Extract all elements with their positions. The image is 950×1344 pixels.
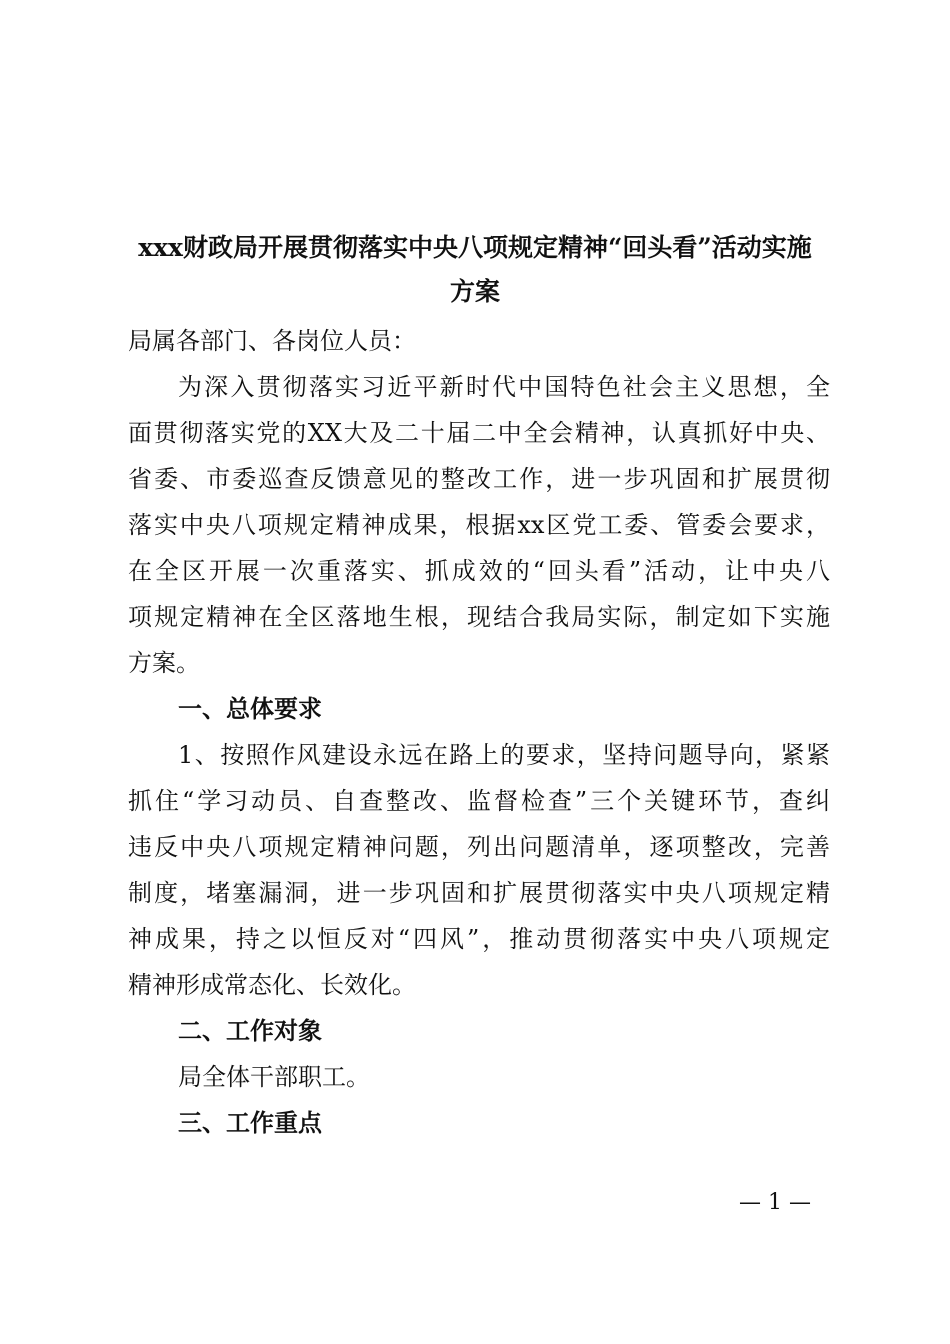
section-1-line-4: 制度，堵塞漏洞，进一步巩固和扩展贯彻落实中央八项规定精 <box>128 879 830 907</box>
section-1-heading: 一、总体要求 <box>178 695 322 723</box>
section-2-text: 局全体干部职工。 <box>178 1063 370 1091</box>
intro-line-7: 方案。 <box>128 649 200 677</box>
section-1-line-3: 违反中央八项规定精神问题，列出问题清单，逐项整改，完善 <box>128 833 830 861</box>
section-1-line-1: 1、按照作风建设永远在路上的要求，坚持问题导向，紧紧 <box>178 741 830 769</box>
intro-line-4: 落实中央八项规定精神成果，根据xx区党工委、管委会要求， <box>128 511 830 539</box>
intro-line-2: 面贯彻落实党的XX大及二十届二中全会精神，认真抓好中央、 <box>128 419 830 447</box>
section-1-line-6: 精神形成常态化、长效化。 <box>128 971 416 999</box>
document-title-line-1: xxx财政局开展贯彻落实中央八项规定精神“回头看”活动实施 <box>138 233 812 262</box>
salutation: 局属各部门、各岗位人员： <box>128 327 416 355</box>
intro-line-5: 在全区开展一次重落实、抓成效的“回头看”活动，让中央八 <box>128 557 830 585</box>
section-1-line-5: 神成果，持之以恒反对“四风”，推动贯彻落实中央八项规定 <box>128 925 830 953</box>
intro-line-3: 省委、市委巡查反馈意见的整改工作，进一步巩固和扩展贯彻 <box>128 465 830 493</box>
page-number: — 1 — <box>739 1190 811 1215</box>
section-2-heading: 二、工作对象 <box>178 1017 322 1045</box>
document-title-line-2: 方案 <box>449 277 500 306</box>
section-3-heading: 三、工作重点 <box>178 1109 322 1137</box>
intro-line-1: 为深入贯彻落实习近平新时代中国特色社会主义思想，全 <box>178 373 830 401</box>
intro-line-6: 项规定精神在全区落地生根，现结合我局实际，制定如下实施 <box>128 603 830 631</box>
section-1-line-2: 抓住“学习动员、自查整改、监督检查”三个关键环节，查纠 <box>128 787 830 815</box>
